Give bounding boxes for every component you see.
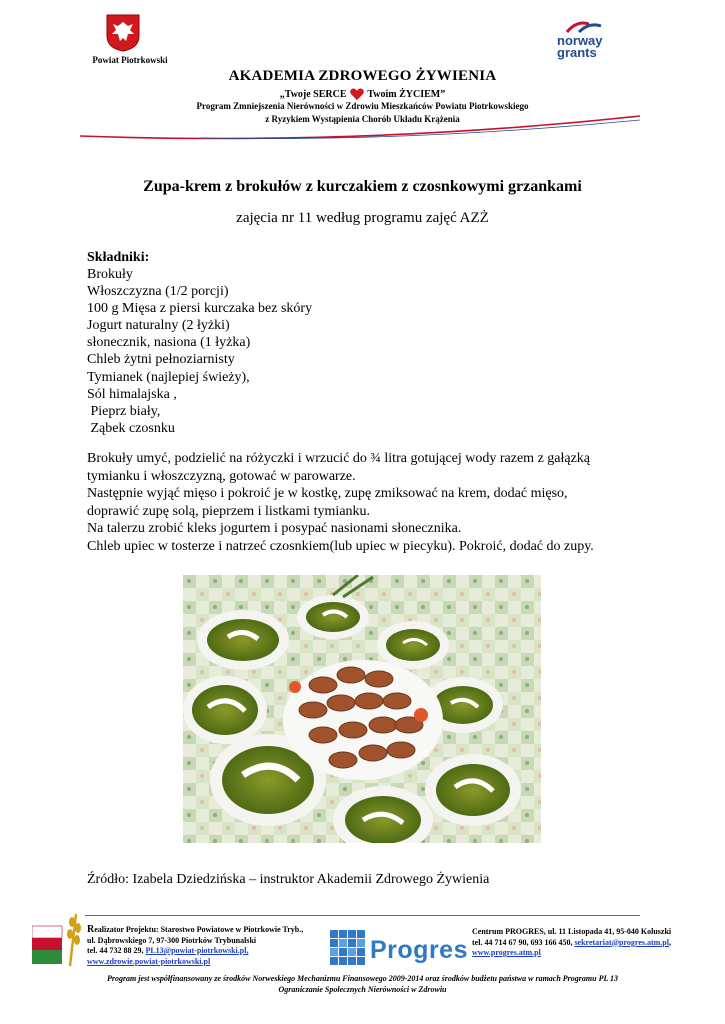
funding-note-line1: Program jest współfinansowany ze środków Norweskiego Mechanizmu Finansowego 2009-2014 oraz środków budżetu państwa w ramach Programu PL 13 bbox=[106, 974, 619, 983]
preparation-line: Następnie wyjąć mięso i pokroić je w kostkę, zupę zmiksować na krem, dodać mięso, bbox=[87, 486, 568, 501]
norway-arc-icon bbox=[565, 20, 605, 34]
preparation-line: Brokuły umyć, podzielić na różyczki i wrzucić do ¾ litra gotującej wody razem z gałązką bbox=[87, 451, 591, 466]
program-line-1: Program Zmniejszenia Nierówności w Zdrowiu Mieszkańców Powiatu Piotrkowskiego bbox=[196, 101, 529, 111]
footer-left-phone: tel. 44 732 88 29, bbox=[87, 946, 146, 955]
footer-left-initial: R bbox=[87, 924, 95, 935]
ingredient-item: Sól himalajska , bbox=[87, 386, 177, 402]
footer-right-comma: , bbox=[668, 937, 671, 947]
footer-right-website-link[interactable]: www.progres.atm.pl bbox=[472, 948, 541, 957]
footer-right-contact bbox=[472, 927, 671, 959]
ingredient-item: Chleb żytni pełnoziarnisty bbox=[87, 352, 235, 368]
preparation-line: Na talerzu zrobić kleks jogurtem i posypać nasionami słonecznika. bbox=[87, 521, 462, 536]
program-line-2: z Ryzykiem Wystąpienia Chorób Układu Krążenia bbox=[265, 114, 460, 124]
slogan-left: „Twoje SERCE bbox=[279, 88, 347, 100]
slogan-right: Twoim ŻYCIEM” bbox=[367, 88, 446, 100]
ingredient-item: Brokuły bbox=[87, 267, 133, 282]
ingredient-item: Jogurt naturalny (2 łyżki) bbox=[87, 318, 230, 334]
ingredient-item: Pieprz biały, bbox=[87, 403, 161, 419]
progres-grid-icon bbox=[330, 930, 366, 966]
norway-grants-logo bbox=[555, 20, 615, 60]
slogan bbox=[0, 88, 725, 101]
funding-note-line2: Ograniczanie Społecznych Nierówności w Zdrowiu bbox=[278, 985, 447, 994]
footer-left-contact bbox=[87, 925, 303, 967]
heart-icon bbox=[349, 88, 365, 101]
footer-left-website-link[interactable]: www.zdrowie.powiat-piotrkowski.pl bbox=[87, 956, 211, 966]
ingredient-item: Włoszczyzna (1/2 porcji) bbox=[87, 284, 229, 300]
ingredient-item: Ząbek czosnku bbox=[87, 420, 175, 436]
footer-right-email-link[interactable]: sekretariat@progres.atm.pl bbox=[574, 937, 669, 947]
page-title: AKADEMIA ZDROWEGO ŻYWIENIA bbox=[228, 68, 497, 84]
recipe-source: Źródło: Izabela Dziedzińska – instruktor Akademii Zdrowego Żywienia bbox=[87, 872, 490, 887]
footer-left-line2: ul. Dąbrowskiego 7, 97-300 Piotrków Trybunalski bbox=[87, 935, 257, 945]
county-name: Powiat Piotrkowski bbox=[92, 55, 168, 65]
project-flag-wheat-logo bbox=[32, 910, 84, 968]
preparation-line: doprawić zupę solą, pieprzem i listkami tymianku. bbox=[87, 503, 371, 519]
ingredients-list bbox=[87, 266, 312, 437]
norway-logo-line1: norway bbox=[557, 33, 603, 48]
crouton-platter bbox=[283, 660, 443, 780]
preparation-text bbox=[87, 450, 687, 555]
progres-logo bbox=[330, 930, 470, 968]
footer-divider bbox=[85, 915, 640, 916]
ingredients-heading: Składniki: bbox=[87, 250, 150, 265]
recipe-subtitle: zajęcia nr 11 według programu zajęć AZŻ bbox=[236, 210, 489, 226]
county-coat-of-arms-icon bbox=[106, 14, 140, 52]
footer-left-email-link[interactable]: PL13@powiat-piotrkowski.pl, bbox=[145, 946, 249, 955]
preparation-line: tymianku i włoszczyzną, gotować w parowarze. bbox=[87, 468, 356, 484]
footer-right-phone: tel. 44 714 67 90, 693 166 450, bbox=[472, 937, 575, 947]
soup-photo bbox=[183, 575, 541, 843]
ingredient-item: Tymianek (najlepiej świeży), bbox=[87, 369, 250, 385]
preparation-line: Chleb upiec w tosterze i natrzeć czosnkiem(lub upiec w piecyku). Pokroić, dodać do zupy. bbox=[87, 538, 594, 554]
header-swoosh-decoration bbox=[80, 112, 640, 142]
ingredient-item: 100 g Mięsa z piersi kurczaka bez skóry bbox=[87, 301, 313, 317]
ingredient-item: słonecznik, nasiona (1 łyżka) bbox=[87, 335, 251, 351]
progres-logo-text: Progres bbox=[370, 936, 468, 964]
norway-logo-line2: grants bbox=[557, 45, 597, 60]
recipe-title: Zupa-krem z brokułów z kurczakiem z czosnkowymi grzankami bbox=[143, 178, 582, 195]
footer-left-line1: ealizator Projektu: Starostwo Powiatowe w Piotrkowie Tryb., bbox=[94, 925, 304, 934]
footer-right-line1: Centrum PROGRES, ul. 11 Listopada 41, 95-040 Koluszki bbox=[472, 927, 672, 936]
